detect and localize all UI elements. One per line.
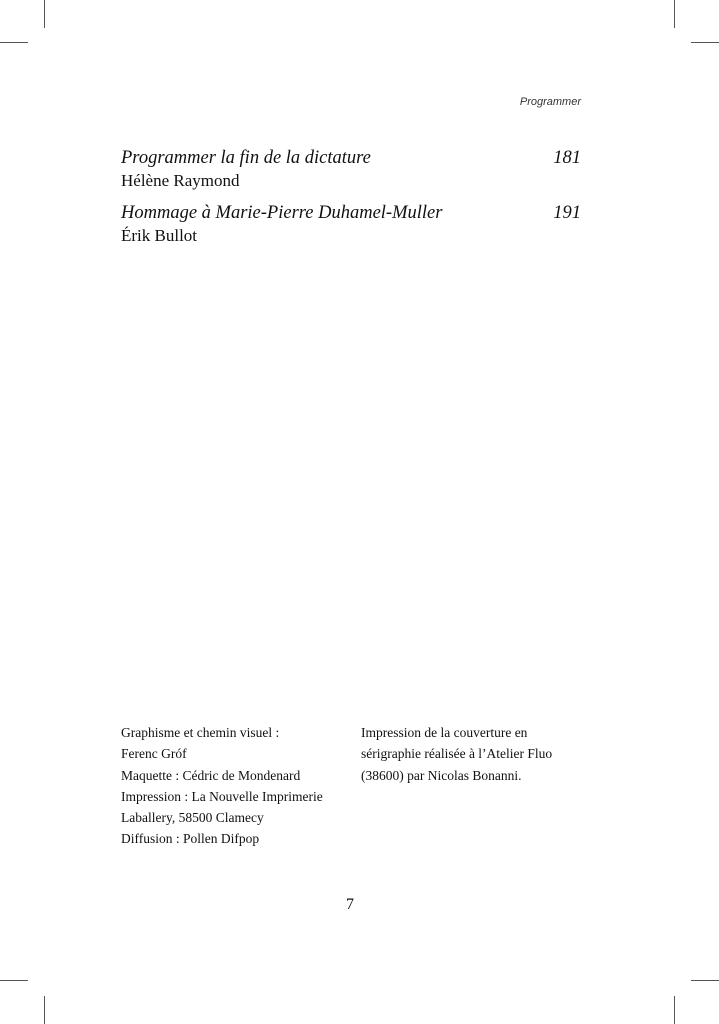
crop-mark-bottom-right-h	[691, 980, 719, 981]
toc-author: Hélène Raymond	[121, 171, 240, 190]
toc-line	[121, 146, 581, 170]
table-of-contents	[121, 146, 581, 256]
toc-page-number: 181	[553, 148, 581, 168]
colophon-cover-printing	[361, 722, 581, 850]
crop-mark-top-left-h	[0, 42, 28, 43]
colophon-line: Laballery, 58500 Clamecy	[121, 810, 264, 826]
toc-line	[121, 201, 581, 225]
colophon-line: Impression : La Nouvelle Imprimerie	[121, 788, 323, 804]
toc-page-number: 191	[553, 203, 581, 223]
toc-author: Érik Bullot	[121, 226, 198, 245]
crop-mark-bottom-right	[674, 996, 675, 1024]
toc-title: Programmer la fin de la dictature	[121, 148, 371, 168]
colophon-line: Diffusion : Pollen Difpop	[121, 831, 260, 847]
toc-entry[interactable]	[121, 146, 581, 191]
crop-mark-bottom-left	[44, 996, 45, 1024]
colophon	[121, 722, 581, 850]
crop-mark-top-right	[674, 0, 675, 28]
crop-mark-top-right-h	[691, 42, 719, 43]
colophon-line: Graphisme et chemin visuel :	[121, 725, 280, 740]
toc-entry[interactable]	[121, 201, 581, 246]
toc-title: Hommage à Marie-Pierre Duhamel-Muller	[121, 203, 443, 223]
colophon-line: Ferenc Gróf	[121, 746, 187, 762]
crop-mark-top-left	[44, 0, 45, 28]
colophon-line: Maquette : Cédric de Mondenard	[121, 767, 301, 783]
colophon-line: Impression de la couverture en	[361, 725, 528, 740]
page-number: 7	[346, 896, 354, 913]
crop-mark-bottom-left-h	[0, 980, 28, 981]
colophon-credits	[121, 722, 349, 850]
running-head: Programmer	[519, 96, 581, 108]
colophon-line: (38600) par Nicolas Bonanni.	[361, 767, 522, 783]
colophon-line: sérigraphie réalisée à l’Atelier Fluo	[361, 746, 553, 762]
